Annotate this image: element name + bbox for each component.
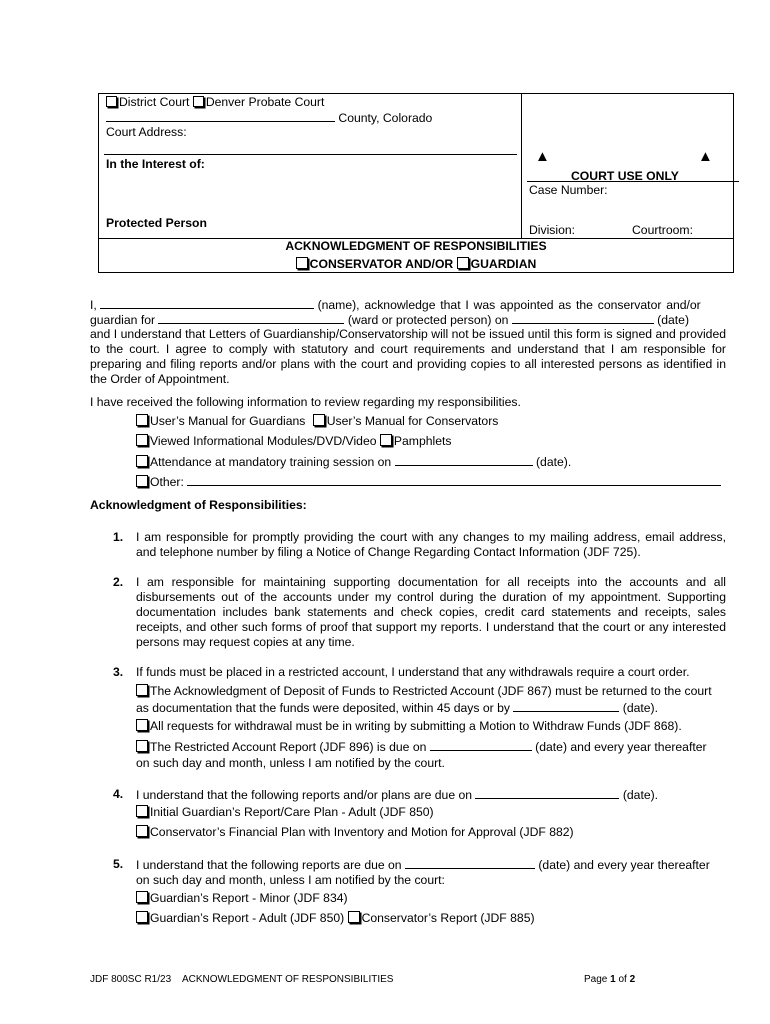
guardian-label: GUARDIAN [470,257,537,271]
guardian-report-minor-label: Guardian’s Report - Minor (JDF 834) [150,891,348,905]
form-subtitle [98,257,734,272]
item-5a [136,891,348,906]
restricted-report-checkbox[interactable] [136,740,148,752]
county-field[interactable] [106,110,335,122]
deposit-ack-checkbox[interactable] [136,684,148,696]
item-number: 3. [113,665,124,679]
ward-name-field[interactable] [158,312,344,324]
item-2-text: I am responsible for maintaining supporting documentation for all receipts into the accounts and all disbursements out of the accounts under my control during the duration of my appointment. Supporting documentation includes bank statements and check copies, credit card statements and receipts, sales receipts, and other such forms of proof that support my reports. I understand that the court or any interested persons may request copies at any time. [136,575,726,649]
page-total: 2 [629,974,636,985]
district-court-label: District Court [119,95,190,109]
item-5-text [136,857,710,873]
courtroom-label: Courtroom: [632,223,693,237]
intro-line-1 [90,297,726,313]
initial-guardian-report-checkbox[interactable] [136,805,148,817]
plans-due-date-field[interactable] [475,787,619,799]
training-date-label: (date). [535,455,572,469]
item-5b [136,911,535,926]
item-3-text: If funds must be placed in a restricted account, I understand that any withdrawals require a court order. [136,665,690,679]
item-3c-cont: on such day and month, unless I am notified by the court. [136,756,445,770]
deposit-date-label: (date). [622,701,658,715]
case-number-label: Case Number: [529,183,608,197]
modules-label: Viewed Informational Modules/DVD/Video [150,434,377,448]
item-4-text [136,787,658,803]
conservators-manual-label: User’s Manual for Conservators [326,414,499,428]
footer-form-title: ACKNOWLEDGMENT OF RESPONSIBILITIES [181,974,394,985]
item-3b [136,719,682,734]
modules-checkbox[interactable] [136,434,148,446]
restricted-report-date-field[interactable] [430,739,532,751]
financial-plan-label: Conservator’s Financial Plan with Inventory and Motion for Approval (JDF 882) [150,825,574,839]
protected-person-label: Protected Person [106,216,207,230]
item-number: 4. [113,787,124,801]
guardians-manual-label: User’s Manual for Guardians [150,414,306,428]
conservators-manual-checkbox[interactable] [313,414,325,426]
item-number: 2. [113,575,124,589]
county-suffix: County, Colorado [338,111,433,125]
training-date-field[interactable] [395,454,533,466]
item-5-label: I understand that the following reports are due on [136,858,402,872]
received-heading: I have received the following information to review regarding my responsibilities. [90,395,521,409]
plans-due-date-label: (date). [622,788,659,802]
arrow-up-icon: ▲ [698,148,713,165]
footer-left [90,972,393,987]
deposit-ack-text-2: as documentation that the funds were deposited, within 45 days or by [136,701,510,715]
guardians-manual-checkbox[interactable] [136,414,148,426]
i-prefix: I, [90,298,97,312]
financial-plan-checkbox[interactable] [136,825,148,837]
item-5-cont: on such day and month, unless I am notified by the court: [136,873,445,887]
reports-due-date-label: (date) and every year thereafter [538,858,710,872]
guardian-for-label: guardian for [90,313,156,327]
item-4-label: I understand that the following reports and/or plans are due on [136,788,473,802]
intro-paragraph: and I understand that Letters of Guardianship/Conservatorship will not be issued until this form is signed and provided to the court. I agree to comply with statutory and court requirements and understand that I am responsible for preparing and filing reports and/or plans with the court and providing copies to all interested persons as identified in the Order of Appointment. [90,327,726,386]
form-id: JDF 800SC R1/23 [90,974,172,985]
court-selection [106,95,324,110]
guardian-report-adult-checkbox[interactable] [136,911,148,923]
initial-guardian-report-label: Initial Guardian’s Report/Care Plan - Adult (JDF 850) [150,805,434,819]
received-row-2 [136,434,451,449]
item-3a-cont [136,700,658,716]
guardian-report-adult-label: Guardian’s Report - Adult (JDF 850) [150,911,345,925]
deposit-ack-text: The Acknowledgment of Deposit of Funds to Restricted Account (JDF 867) must be returned to the court [150,684,712,698]
item-number: 5. [113,857,124,871]
guardian-checkbox[interactable] [457,257,469,269]
ward-label: (ward or protected person) on [347,313,509,327]
item-4a [136,805,434,820]
division-label: Division: [529,223,576,237]
page-of: of [618,974,627,985]
restricted-report-text: The Restricted Account Report (JDF 896) is due on [150,740,427,754]
pamphlets-label: Pamphlets [393,434,452,448]
training-label: Attendance at mandatory training session on [150,455,392,469]
ack-heading: Acknowledgment of Responsibilities: [90,498,307,512]
item-1-text: I am responsible for promptly providing the court with any changes to my mailing address, email address, and telephone number by filing a Notice of Change Regarding Contact Information (JDF 725). [136,530,726,559]
reports-due-date-field[interactable] [405,857,535,869]
training-checkbox[interactable] [136,455,148,467]
date-label: (date) [657,313,690,327]
county-line [106,110,432,126]
arrow-up-icon: ▲ [535,148,550,165]
name-field[interactable] [100,297,314,309]
caption-divider [521,93,522,238]
guardian-report-minor-checkbox[interactable] [136,891,148,903]
page-indicator [584,972,635,987]
pamphlets-checkbox[interactable] [380,434,392,446]
other-label: Other: [150,475,184,489]
conservator-report-label: Conservator’s Report (JDF 885) [361,911,535,925]
form-title: ACKNOWLEDGMENT OF RESPONSIBILITIES [285,239,547,253]
court-use-only-label: COURT USE ONLY [571,169,679,183]
denver-probate-checkbox[interactable] [193,96,204,107]
item-3a [136,684,712,699]
received-row-4 [136,474,721,490]
other-checkbox[interactable] [136,475,148,487]
item-4b [136,825,574,840]
conservator-label: CONSERVATOR AND/OR [309,257,454,271]
appointment-date-field[interactable] [512,312,654,324]
name-suffix: (name), acknowledge that I was appointed as the conservator and/or [317,298,701,312]
deposit-date-field[interactable] [513,700,619,712]
denver-probate-label: Denver Probate Court [205,95,325,109]
received-row-3 [136,454,571,470]
item-3c [136,739,707,755]
restricted-report-date-label: (date) and every year thereafter [535,740,707,754]
item-number: 1. [113,530,124,544]
received-row-1 [136,414,498,429]
caption-rule [104,154,517,155]
intro-line-2 [90,312,726,328]
in-interest-label: In the Interest of: [106,157,205,171]
page-number: 1 [610,974,616,985]
page-prefix: Page [584,974,608,985]
court-address-label: Court Address: [106,125,187,139]
withdrawal-text: All requests for withdrawal must be in writing by submitting a Motion to Withdraw Funds (JDF 868). [150,719,682,733]
other-field[interactable] [187,474,721,486]
district-court-checkbox[interactable] [106,96,117,107]
withdrawal-checkbox[interactable] [136,719,148,731]
conservator-report-checkbox[interactable] [348,911,360,923]
conservator-checkbox[interactable] [296,257,308,269]
